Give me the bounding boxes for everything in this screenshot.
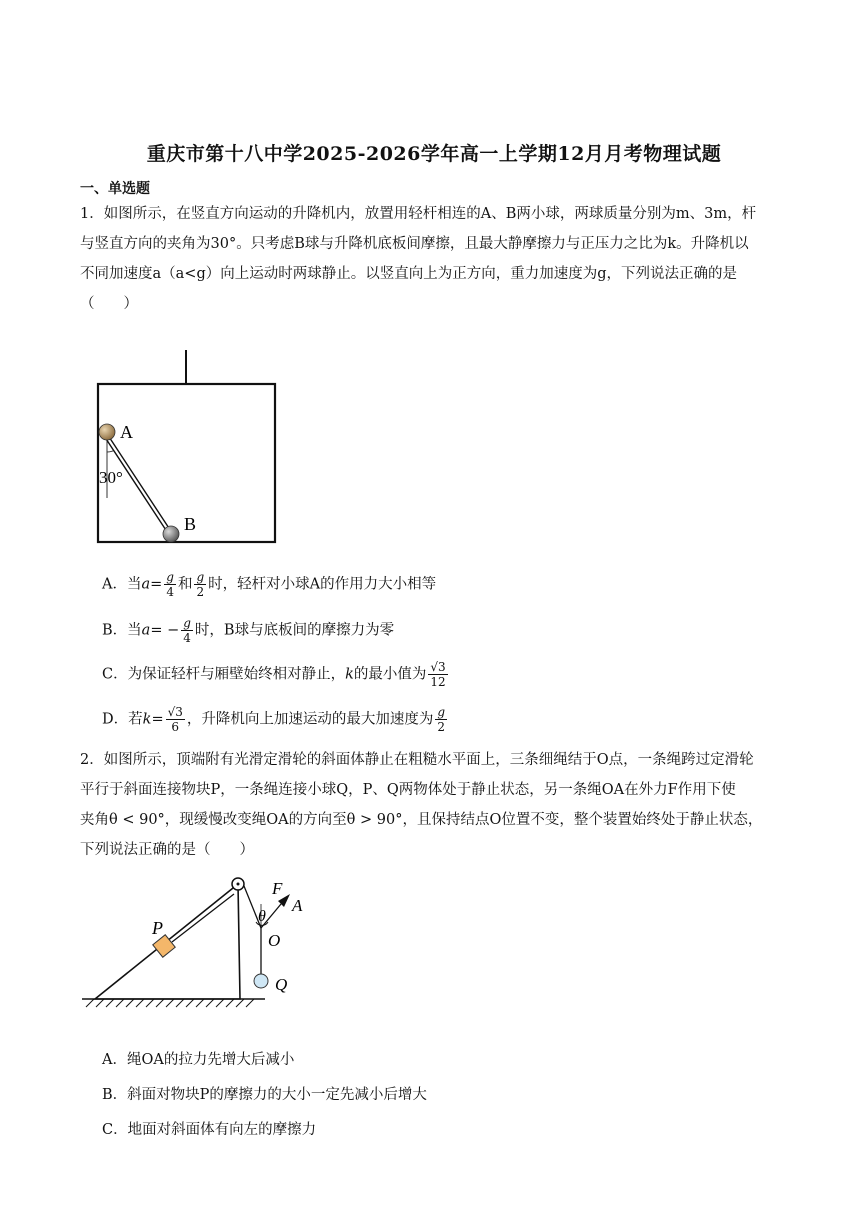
question-1-line: （ ）: [80, 296, 138, 312]
q1-option-d[interactable]: D．若k= $\frac{√3}{6}$ ，升降机向上加速运动的最大加速度为 $\frac{g}{2}$: [102, 705, 446, 734]
fraction: $\frac{√3}{12}$: [430, 660, 446, 689]
fraction: $\frac{g}{2}$: [437, 705, 446, 734]
ball-a-label: A: [120, 422, 133, 442]
question-2-line: 下列说法正确的是（ ）: [80, 842, 254, 858]
string-along-incline: [172, 894, 234, 942]
label-p: P: [152, 918, 163, 938]
question-1-line: 与竖直方向的夹角为30°。只考虑B球与升降机底板间摩擦，且最大静摩擦力与正压力之比为k。升降机以: [80, 236, 749, 252]
fraction: $\frac{g}{4}$: [183, 616, 191, 645]
question-2-stem: [80, 745, 795, 865]
elevator-figure: [88, 348, 288, 548]
q1-option-c[interactable]: C．为保证轻杆与厢壁始终相对静止，k的最小值为 $\frac{√3}{12}$: [102, 660, 446, 689]
ball-q: [254, 974, 268, 988]
label-o: O: [268, 931, 281, 950]
question-2-line: 平行于斜面连接物块P，一条绳连接小球Q，P、Q两物体处于静止状态，另一条绳OA在外力F作用下使: [80, 782, 736, 798]
section-heading: 一、单选题: [80, 181, 150, 197]
angle-label: 30°: [99, 468, 123, 487]
label-a: A: [292, 896, 303, 915]
page-title: 重庆市第十八中学2025-2026学年高一上学期12月月考物理试题: [146, 143, 722, 165]
label-q: Q: [275, 975, 288, 994]
q1-option-b[interactable]: B．当a= − $\frac{g}{4}$ 时，B球与底板间的摩擦力为零: [102, 616, 395, 645]
label-theta: θ: [258, 908, 266, 925]
fraction: $\frac{g}{4}$: [166, 570, 174, 599]
fraction: $\frac{√3}{6}$: [167, 705, 183, 734]
pulley-axle: [237, 883, 240, 886]
ball-b: [163, 526, 179, 542]
fraction: $\frac{g}{2}$: [196, 570, 205, 599]
question-2-line: 夹角θ < 90°，现缓慢改变绳OA的方向至θ > 90°，且保持结点O位置不变，整个装置始终处于静止状态，: [80, 812, 763, 828]
question-1-line: 不同加速度a（a<g）向上运动时两球静止。以竖直向上为正方向，重力加速度为g，下列说法正确的是: [80, 266, 737, 282]
question-1-stem: [80, 199, 795, 319]
label-f: F: [272, 879, 283, 898]
q2-option-a[interactable]: A．绳OA的拉力先增大后减小: [102, 1052, 295, 1068]
question-1-line: 1．如图所示，在竖直方向运动的升降机内，放置用轻杆相连的A、B两小球，两球质量分别为m、3m，杆: [80, 206, 757, 222]
question-2-line: 2．如图所示，顶端附有光滑定滑轮的斜面体静止在粗糙水平面上，三条细绳结于O点，一条绳跨过定滑轮: [80, 752, 754, 768]
q2-option-c[interactable]: C．地面对斜面体有向左的摩擦力: [102, 1122, 317, 1138]
q1-option-a[interactable]: A．当a= $\frac{g}{4}$ 和 $\frac{g}{2}$ 时，轻杆对小球A的作用力大小相等: [102, 570, 437, 599]
ball-a: [99, 424, 115, 440]
ball-b-label: B: [184, 514, 197, 534]
incline-pulley-figure: [80, 874, 320, 1010]
ground-hatching: [86, 999, 254, 1007]
q2-option-b[interactable]: B．斜面对物块P的摩擦力的大小一定先减小后增大: [102, 1087, 427, 1103]
